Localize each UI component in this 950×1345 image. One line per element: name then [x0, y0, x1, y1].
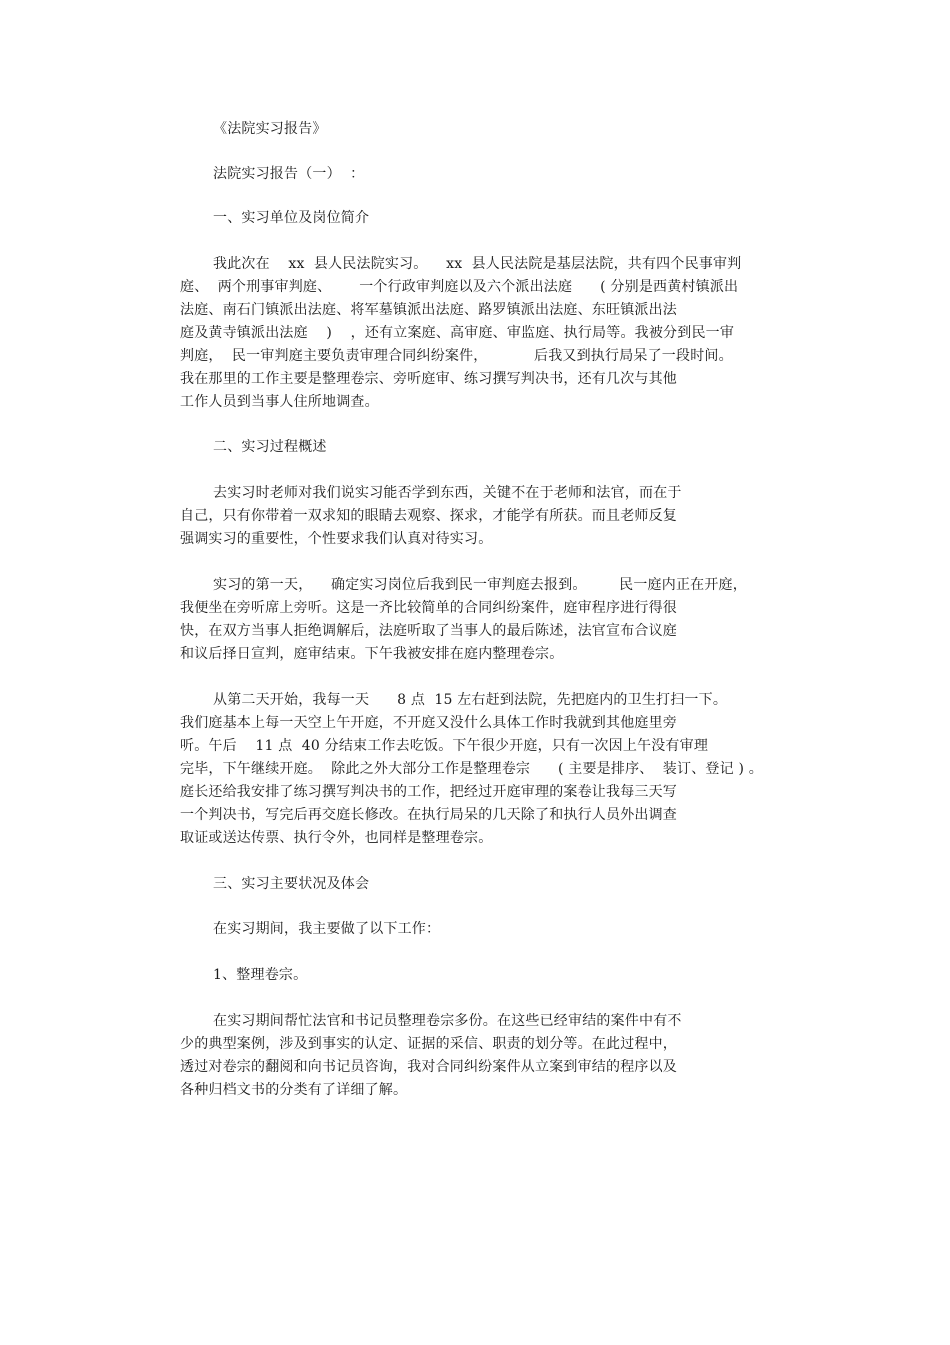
section-1-line: 判庭， 民一审判庭主要负责审理合同纠纷案件， 后我又到执行局呆了一段时间。 — [180, 348, 733, 364]
document-title: 《法院实习报告》 — [213, 121, 327, 137]
section-3-para-1-line: 各种归档文书的分类有了详细了解。 — [180, 1082, 408, 1098]
section-2-para-3-line: 听。午后 11 点 40 分结束工作去吃饭。下午很少开庭，只有一次因上午没有审理 — [180, 738, 709, 754]
section-2-para-1-line: 强调实习的重要性，个性要求我们认真对待实习。 — [180, 531, 493, 547]
section-2-para-3-line: 一个判决书，写完后再交庭长修改。在执行局呆的几天除了和执行人员外出调查 — [180, 807, 677, 823]
section-2-para-2-line: 实习的第一天， 确定实习岗位后我到民一审判庭去报到。 民一庭内正在开庭， — [213, 577, 747, 593]
section-1-line: 庭、 两个刑事审判庭、 一个行政审判庭以及六个派出法庭 ( 分别是西黄村镇派出 — [180, 279, 739, 295]
document-subtitle: 法院实习报告（一） ： — [213, 166, 365, 182]
section-2-para-3-line: 取证或送达传票、执行令外，也同样是整理卷宗。 — [180, 830, 493, 846]
section-2-para-2-line: 我便坐在旁听席上旁听。这是一齐比较简单的合同纠纷案件，庭审程序进行得很 — [180, 600, 677, 616]
section-1-line: 我在那里的工作主要是整理卷宗、旁听庭审、练习撰写判决书，还有几次与其他 — [180, 371, 677, 387]
section-2-heading: 二、实习过程概述 — [213, 439, 327, 455]
section-2-para-3-line: 从第二天开始，我每一天 8 点 15 左右赶到法院，先把庭内的卫生打扫一下。 — [213, 692, 728, 708]
section-3-item-1: 1、整理卷宗。 — [213, 967, 308, 983]
section-2-para-1-line: 去实习时老师对我们说实习能否学到东西，关键不在于老师和法官，而在于 — [213, 485, 682, 501]
section-1-line: 工作人员到当事人住所地调查。 — [180, 394, 379, 410]
section-1-line: 庭及黄寺镇派出法庭 ) ，还有立案庭、高审庭、审监庭、执行局等。我被分到民一审 — [180, 325, 735, 341]
section-3-para-1-line: 透过对卷宗的翻阅和向书记员咨询，我对合同纠纷案件从立案到审结的程序以及 — [180, 1059, 677, 1075]
section-2-para-2-line: 和议后择日宣判，庭审结束。下午我被安排在庭内整理卷宗。 — [180, 646, 564, 662]
section-3-heading: 三、实习主要状况及体会 — [213, 876, 370, 892]
section-1-heading: 一、实习单位及岗位简介 — [213, 210, 370, 226]
section-1-line: 我此次在 xx 县人民法院实习。 xx 县人民法院是基层法院，共有四个民事审判 — [213, 256, 742, 272]
section-2-para-3-line: 庭长还给我安排了练习撰写判决书的工作，把经过开庭审理的案卷让我每三天写 — [180, 784, 677, 800]
section-3-intro: 在实习期间，我主要做了以下工作： — [213, 921, 441, 937]
section-1-line: 法庭、南石门镇派出法庭、将军墓镇派出法庭、路罗镇派出法庭、东旺镇派出法 — [180, 302, 677, 318]
section-3-para-1-line: 少的典型案例，涉及到事实的认定、证据的采信、职责的划分等。在此过程中， — [180, 1036, 677, 1052]
section-3-para-1-line: 在实习期间帮忙法官和书记员整理卷宗多份。在这些已经审结的案件中有不 — [213, 1013, 682, 1029]
section-2-para-3-line: 我们庭基本上每一天空上午开庭，不开庭又没什么具体工作时我就到其他庭里旁 — [180, 715, 677, 731]
section-2-para-3-line: 完毕，下午继续开庭。 除此之外大部分工作是整理卷宗 ( 主要是排序、 装订、登记 ) 。 — [180, 761, 763, 777]
section-2-para-2-line: 快，在双方当事人拒绝调解后，法庭听取了当事人的最后陈述，法官宣布合议庭 — [180, 623, 677, 639]
section-2-para-1-line: 自己，只有你带着一双求知的眼睛去观察、探求，才能学有所获。而且老师反复 — [180, 508, 677, 524]
